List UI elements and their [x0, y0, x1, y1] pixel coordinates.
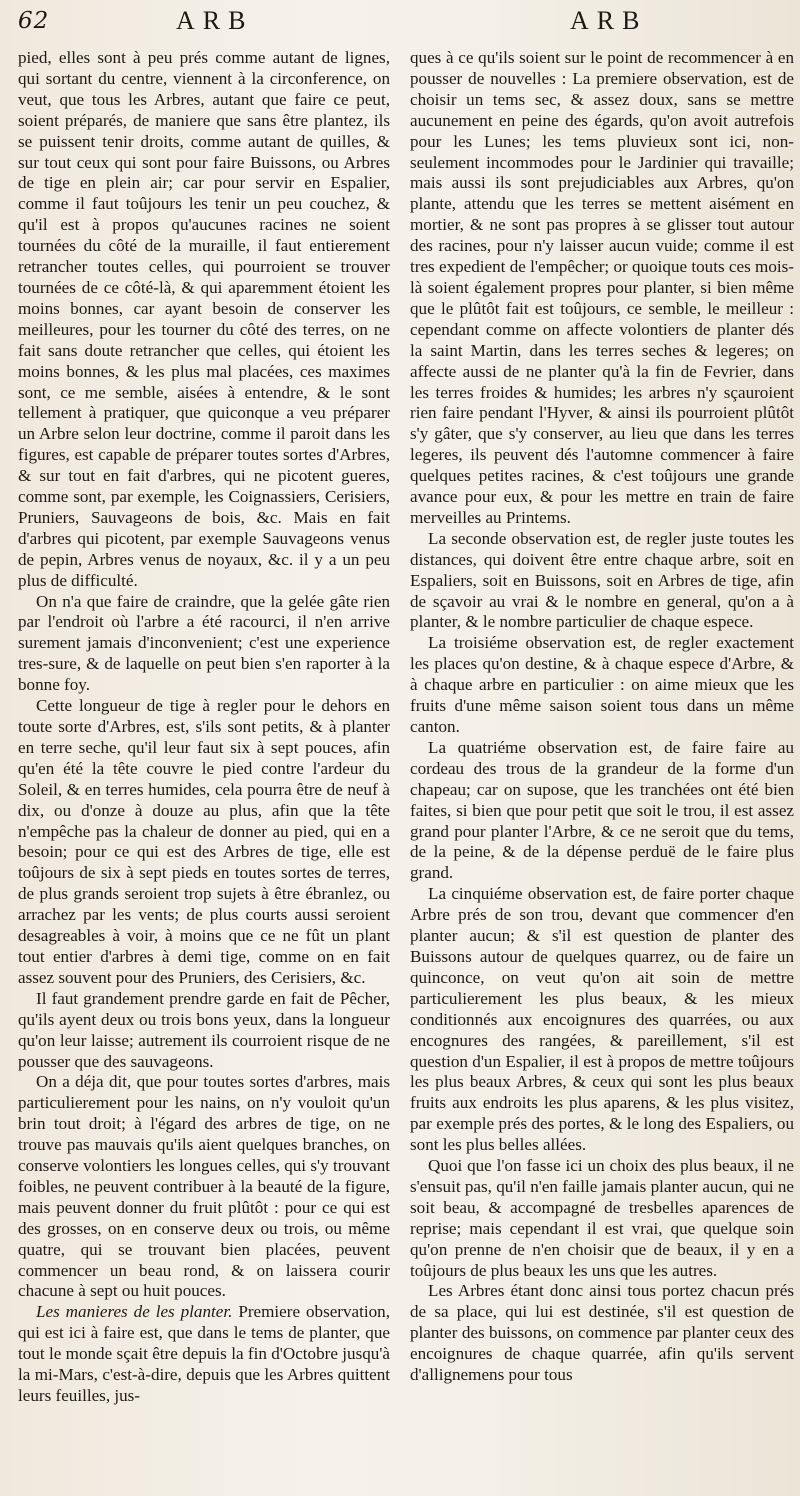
paragraph: ques à ce qu'ils soient sur le point de recommencer à en pousser de nouvelles : La premiere observation, est de choisir un tems sec, & assez doux, sans se mettre aucunement en peine des égards, qu'on avoit autrefois pour les Lunes; les tems pluvieux sont ici, non-seulement incommodes pour le Jardinier qui travaille; mais aussi ils sont prejudiciables aux Arbres, qu'on plante, attendu que les terres se mettent aisément en mortier, & ne sont pas propres à se glisser tout autour des racines, pour n'y laisser aucun vuide; comme il est tres expedient de l'empêcher; or quoique touts ces mois-là soient également propres pour planter, si bien même que le plûtôt fait est toûjours, ce semble, le meilleur : cependant comme on affecte volontiers de planter dés la saint Martin, dans les terres seches & legeres; on affecte aussi de ne planter qu'à la fin de Fevrier, dans les terres froides & humides; les arbres n'y sçauroient rien faire pendant l'Hyver, & ainsi ils pourroient plûtôt s'y gâter, que s'y conserver, au lieu que dans les terres legeres, ils peuvent dés l'automne commencer à faire quelques petites racines, & c'est toûjours une grande avance pour eux, & pour les mettre en train de faire merveilles au Printems.: [410, 48, 794, 527]
paragraph: La troisiéme observation est, de regler exactement les places qu'on destine, & à chaque espece d'Arbre, & à chaque arbre en particulier : on aime mieux que les fruits d'une même saison soient tous dans un même canton.: [410, 633, 794, 736]
paragraph: pied, elles sont à peu prés comme autant de lignes, qui sortant du centre, viennent à la circonference, on veut, que tous les Arbres, autant que faire ce peut, soient préparés, de maniere que sans être plantez, ils se puissent tenir droits, comme autant de quilles, & sur tout ceux qui sont pour faire Buissons, ou Arbres de tige en plein air; car pour servir en Espalier, comme il faut toûjours les tenir un peu couchez, & qu'il est à propos qu'aucunes racines ne soient tournées du côté de la muraille, il faut entierement retrancher toutes celles, qui pourroient se trouver tournées de ce côté-là, & qui aparemment étoient les moins bonnes, car ayant besoin de conserver les meilleures, pour les tourner du côté des terres, on ne fait sans doute retrancher que celles, qui étoient les moins bonnes, & les plus mal placées, ces maximes sont, ce me semble, aisées à entendre, & le sont tellement à pratiquer, que quiconque a veu préparer un Arbre selon leur doctrine, comme il paroit dans les figures, est capable de préparer toutes sortes d'Arbres, & sur tout en fait d'arbres, qui ne picotent gueres, comme sont, par exemple, les Coignassiers, Cerisiers, Pruniers, Sauvageons de bois, &c. Mais en fait d'arbres qui picotent, par exemple Sauvageons venus de pepin, Arbres venus de noyaux, &c. il y a un peu plus de difficulté.: [18, 48, 390, 590]
left-running-head: ARB: [176, 6, 254, 35]
paragraph: Quoi que l'on fasse ici un choix des plus beaux, il ne s'ensuit pas, qu'il n'en faille jamais planter aucun, qui ne soit beau, & accompagné de tresbelles aparences de reprise; mais cependant il est vrai, que quelque soin qu'on prenne de n'en choisir que de beaux, il y en a toûjours de plus beaux les uns que les autres.: [410, 1156, 794, 1280]
paragraph: Il faut grandement prendre garde en fait de Pêcher, qu'ils ayent deux ou trois bons yeux, dans la longueur qu'on leur laisse; autrement ils courroient risque de ne pousser que des sauvageons.: [18, 988, 390, 1071]
paragraph-text: Premiere observation, qui est ici à faire est, que dans le tems de planter, que tout le monde sçait être depuis la fin d'Octobre jusqu'à la mi-Mars, c'est-à-dire, depuis que les Arbres quittent leurs feuilles, jus-: [18, 1302, 390, 1405]
text-columns: [18, 48, 794, 1490]
paragraph: La seconde observation est, de regler juste toutes les distances, qui doivent être entre chaque arbre, soit en Espaliers, soit en Buissons, soit en Arbres de tige, afin de sçavoir au vrai & le nombre en general, qu'on a à planter, & le nombre particulier de chaque espece.: [410, 528, 794, 632]
right-column: [410, 48, 794, 1490]
page-header: [18, 6, 792, 52]
paragraph: [18, 1302, 390, 1407]
paragraph: Les Arbres étant donc ainsi tous portez chacun prés de sa place, qui lui est destinée, s'il est question de planter des buissons, on commence par planter ceux des encoignures de chaque quarrée, afin qu'ils servent d'allignemens pour tous: [410, 1281, 794, 1385]
page-number: 62: [18, 8, 50, 34]
paragraph: La quatriéme observation est, de faire faire au cordeau des trous de la grandeur de la forme d'un chapeau; car on supose, que les tranchées ont été bien faites, si bien que pour petit que soit le trou, il est assez grand pour planter l'Arbre, & ce ne seroit que du tems, de la peine, & de la dépense perduë de le faire plus grand.: [410, 737, 794, 883]
section-heading-italic: Les manieres de les planter.: [36, 1302, 233, 1322]
paragraph: On a déja dit, que pour toutes sortes d'arbres, mais particulierement pour les nains, on n'y vouloit qu'un brin tout droit; à l'égard des arbres de tige, on ne trouve pas mauvais qu'ils aient quelques branches, on conserve volontiers les longues celles, qui s'y trouvant foibles, ne peuvent contribuer à la beauté de la figure, mais peuvent donner du fruit plûtôt : pour ce qui est des grosses, on en conserve deux ou trois, ou même quatre, qui se trouvant bien placées, peuvent commencer un beau rond, & on laissera courir chacune à sept ou huit pouces.: [18, 1072, 390, 1301]
paragraph: Cette longueur de tige à regler pour le dehors en toute sorte d'Arbres, est, s'ils sont petits, & à planter en terre seche, qu'il leur faut six à sept pouces, afin qu'en été la tête couvre le pied contre l'ardeur du Soleil, & en terres humides, cela pourra être de neuf à dix, ou d'onze à douze au plus, afin que la tête n'empêche pas la chaleur de donner au pied, qui en a besoin; pour ce qui est des Arbres de tige, elle est toûjours de six à sept pieds en toutes sortes de terres, de plus grands seroient trop sujets à être ébranlez, ou arrachez par les vents; de plus courts aussi seroient desagreables à voir, à moins que ce ne fût un plant tout entier d'arbres à demi tige, comme on en fait assez souvent pour des Pruniers, des Cerisiers, &c.: [18, 696, 390, 987]
paragraph: On n'a que faire de craindre, que la gelée gâte rien par l'endroit où l'arbre a été racourci, il n'en arrive surement jamais d'inconvenient; c'est une experience tres-sure, & de laquelle on peut bien s'en raporter à la bonne foy.: [18, 591, 390, 695]
paragraph: La cinquiéme observation est, de faire porter chaque Arbre prés de son trou, devant que commencer d'en planter aucun; & s'il est question de planter des Buissons autour de quelques quarrez, ou de faire un quinconce, on veut qu'on ait soin de mettre particulierement les plus beaux, & les mieux conditionnés aux encoignures des quarrées, ou aux encognures des rangées, & pareillement, s'il est question d'un Espalier, il est à propos de mettre toûjours les plus beaux Arbres, & ceux qui sont les plus beaux fruits aux endroits les plus aparens, & les plus visitez, par exemple prés des portes, & le long des Espaliers, ou sont les plus belles allées.: [410, 884, 794, 1155]
left-column: [18, 48, 390, 1490]
right-running-head: ARB: [570, 6, 648, 35]
